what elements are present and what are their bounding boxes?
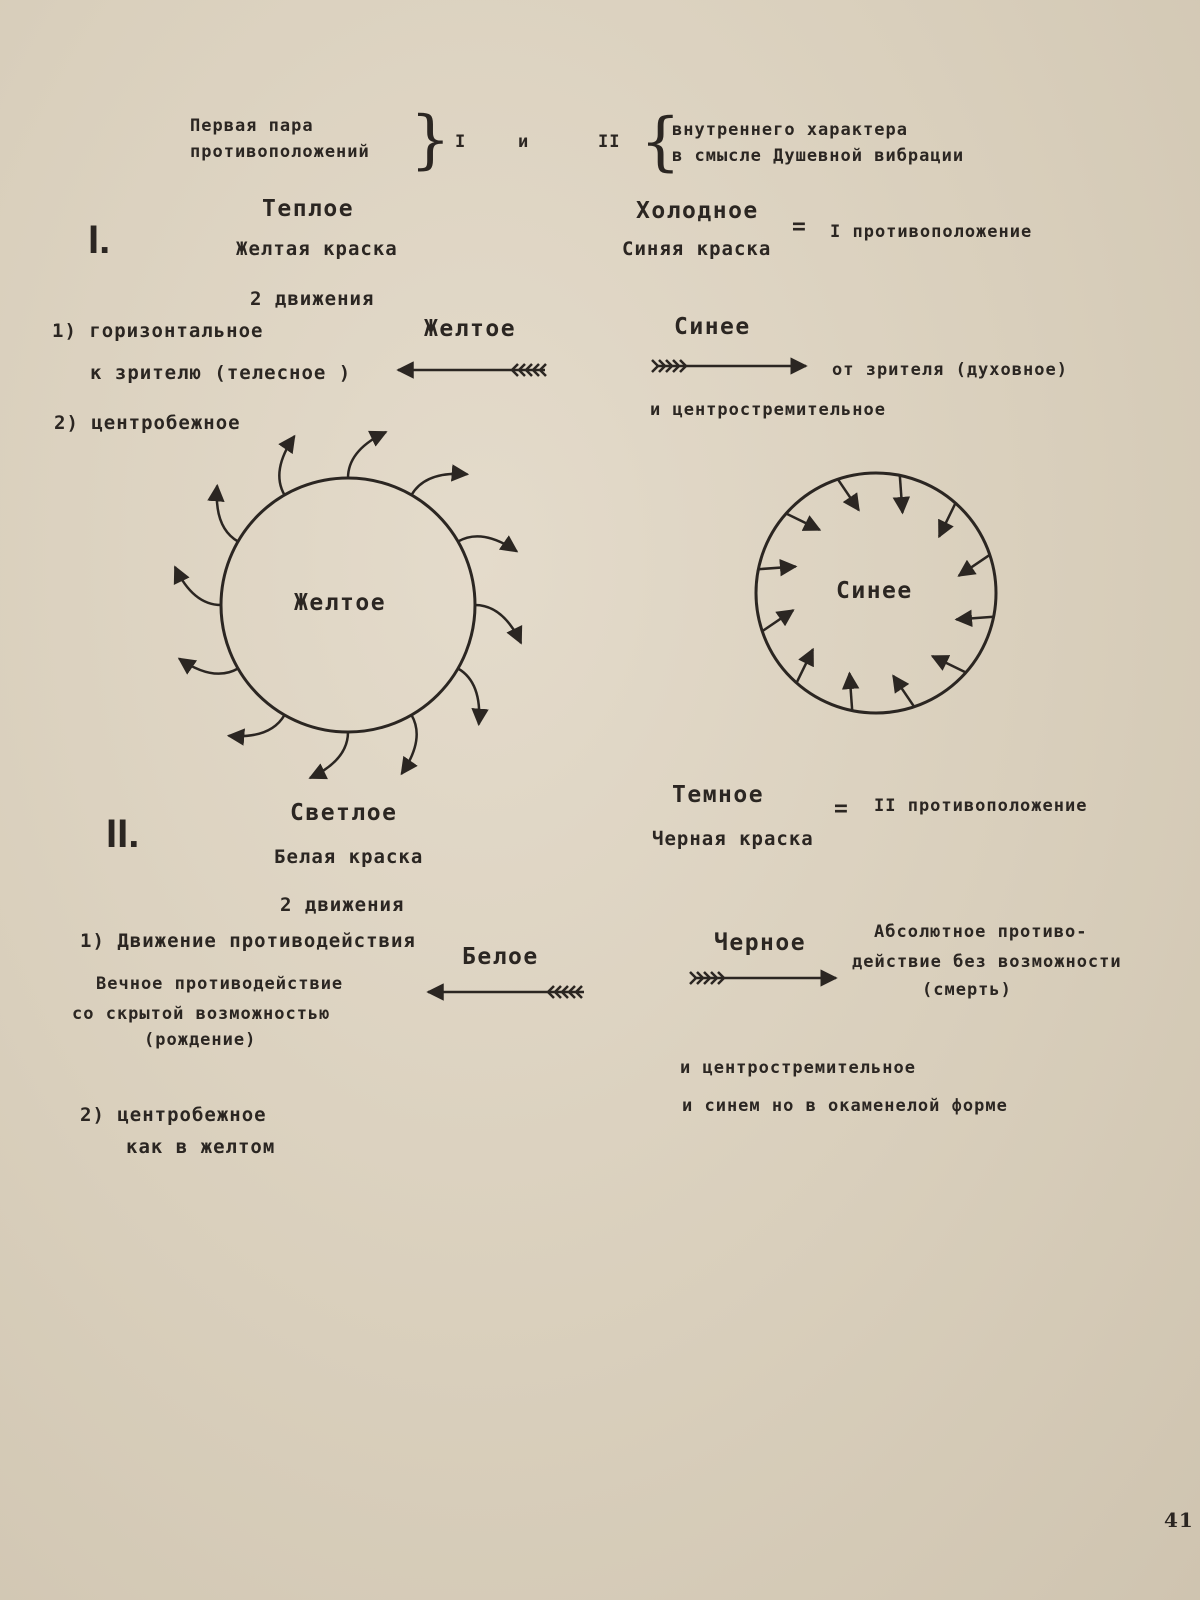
item1-2: 1) Движение противодействия	[80, 930, 416, 952]
opposition-2: II противоположение	[874, 796, 1088, 816]
header-right-line1: внутреннего характера	[672, 120, 908, 140]
blue-inward-arrow	[900, 475, 903, 512]
blue-inward-arrow	[956, 617, 993, 620]
header-mark-and: и	[518, 132, 530, 152]
yellow-outward-arrow	[348, 432, 386, 478]
header-left-line2: противоположений	[190, 142, 370, 162]
black-arrow-fletching	[690, 972, 696, 984]
blue-inward-arrow	[762, 610, 793, 631]
blue-inward-arrow	[893, 676, 914, 707]
white-desc-line1: Вечное противодействие	[96, 974, 344, 994]
black-desc-line3: (смерть)	[922, 980, 1012, 1000]
blue-inward-arrow	[797, 649, 813, 683]
warm-paint: Желтая краска	[236, 238, 398, 260]
header-mark-i: I	[455, 132, 467, 152]
yellow-arrow-fletching	[512, 364, 518, 376]
yellow-outward-arrow	[475, 605, 521, 643]
blue-arrow-fletching	[680, 360, 686, 372]
yellow-outward-arrow	[412, 474, 468, 495]
item2-2-line2: как в желтом	[126, 1136, 276, 1158]
blue-inward-arrow	[932, 656, 966, 672]
blue-inward-arrow	[850, 673, 853, 710]
blue-arrow-fletching	[659, 360, 665, 372]
black-arrow-fletching	[711, 972, 717, 984]
centripetal-1: и центростремительное	[650, 400, 886, 420]
item1-line1: 1) горизонтальное	[52, 320, 264, 342]
dark-paint: Черная краска	[652, 828, 814, 850]
yellow-arrow-label: Желтое	[424, 316, 517, 342]
equals-sign-1: =	[792, 214, 808, 240]
yellow-arrow-fletching	[519, 364, 525, 376]
dark-title: Темное	[672, 782, 765, 808]
white-desc-line2: со скрытой возможностью	[72, 1004, 331, 1024]
yellow-arrow-fletching	[533, 364, 539, 376]
blue-arrow-label: Синее	[674, 314, 751, 340]
white-arrow-label: Белое	[462, 944, 539, 970]
page-number: 41	[1164, 1508, 1194, 1532]
yellow-outward-arrow	[229, 715, 285, 736]
black-arrow-label: Черное	[714, 930, 807, 956]
yellow-circle-label: Желтое	[294, 590, 387, 616]
centripetal-2: и центростремительное	[680, 1058, 916, 1078]
white-desc-line3: (рождение)	[144, 1030, 257, 1050]
yellow-arrow-fletching	[540, 364, 546, 376]
yellow-outward-arrow	[402, 715, 417, 774]
warm-title: Теплое	[262, 196, 355, 222]
yellow-outward-arrow	[279, 436, 294, 495]
blue-inward-arrow	[959, 555, 990, 576]
yellow-outward-arrow	[458, 536, 517, 551]
black-arrow-fletching	[718, 972, 724, 984]
black-desc-line2: действие без возможности	[852, 952, 1122, 972]
black-arrow-fletching	[697, 972, 703, 984]
blue-circle-label: Синее	[836, 578, 913, 604]
yellow-outward-arrow	[217, 486, 238, 542]
item2-2-line1: 2) центробежное	[80, 1104, 267, 1126]
header-left-line1: Первая пара	[190, 116, 314, 136]
header-right-line2: в смысле Душевной вибрации	[672, 146, 965, 166]
section1-numeral: I.	[88, 218, 111, 262]
right-brace-icon: }	[410, 103, 451, 177]
blue-petrified: и синем но в окаменелой форме	[682, 1096, 1008, 1116]
cold-title: Холодное	[636, 198, 759, 224]
blue-inward-arrow	[838, 479, 859, 510]
yellow-outward-arrow	[179, 659, 238, 674]
white-arrow-fletching	[562, 986, 568, 998]
item1-line2: к зрителю (телесное )	[90, 362, 352, 384]
item2-1: 2) центробежное	[54, 412, 241, 434]
blue-inward-arrow	[758, 567, 795, 570]
white-arrow-fletching	[569, 986, 575, 998]
white-arrow-fletching	[555, 986, 561, 998]
blue-arrow-fletching	[666, 360, 672, 372]
movements-2: 2 движения	[280, 894, 405, 916]
light-title: Светлое	[290, 800, 398, 826]
white-arrow-fletching	[548, 986, 554, 998]
equals-sign-2: =	[834, 796, 850, 822]
movements-1: 2 движения	[250, 288, 375, 310]
yellow-outward-arrow	[458, 669, 479, 725]
from-viewer: от зрителя (духовное)	[832, 360, 1068, 380]
black-desc-line1: Абсолютное противо-	[874, 922, 1088, 942]
yellow-arrow-fletching	[526, 364, 532, 376]
black-arrow-fletching	[704, 972, 710, 984]
left-brace-icon: {	[640, 105, 681, 179]
section2-numeral: II.	[106, 812, 140, 856]
yellow-outward-arrow	[310, 732, 348, 778]
blue-inward-arrow	[939, 503, 955, 537]
white-arrow-fletching	[576, 986, 582, 998]
blue-arrow-fletching	[673, 360, 679, 372]
yellow-outward-arrow	[175, 567, 221, 605]
light-paint: Белая краска	[274, 846, 424, 868]
cold-paint: Синяя краска	[622, 238, 772, 260]
blue-arrow-fletching	[652, 360, 658, 372]
header-mark-ii: II	[598, 132, 621, 152]
opposition-1: I противоположение	[830, 222, 1033, 242]
blue-inward-arrow	[786, 514, 820, 530]
